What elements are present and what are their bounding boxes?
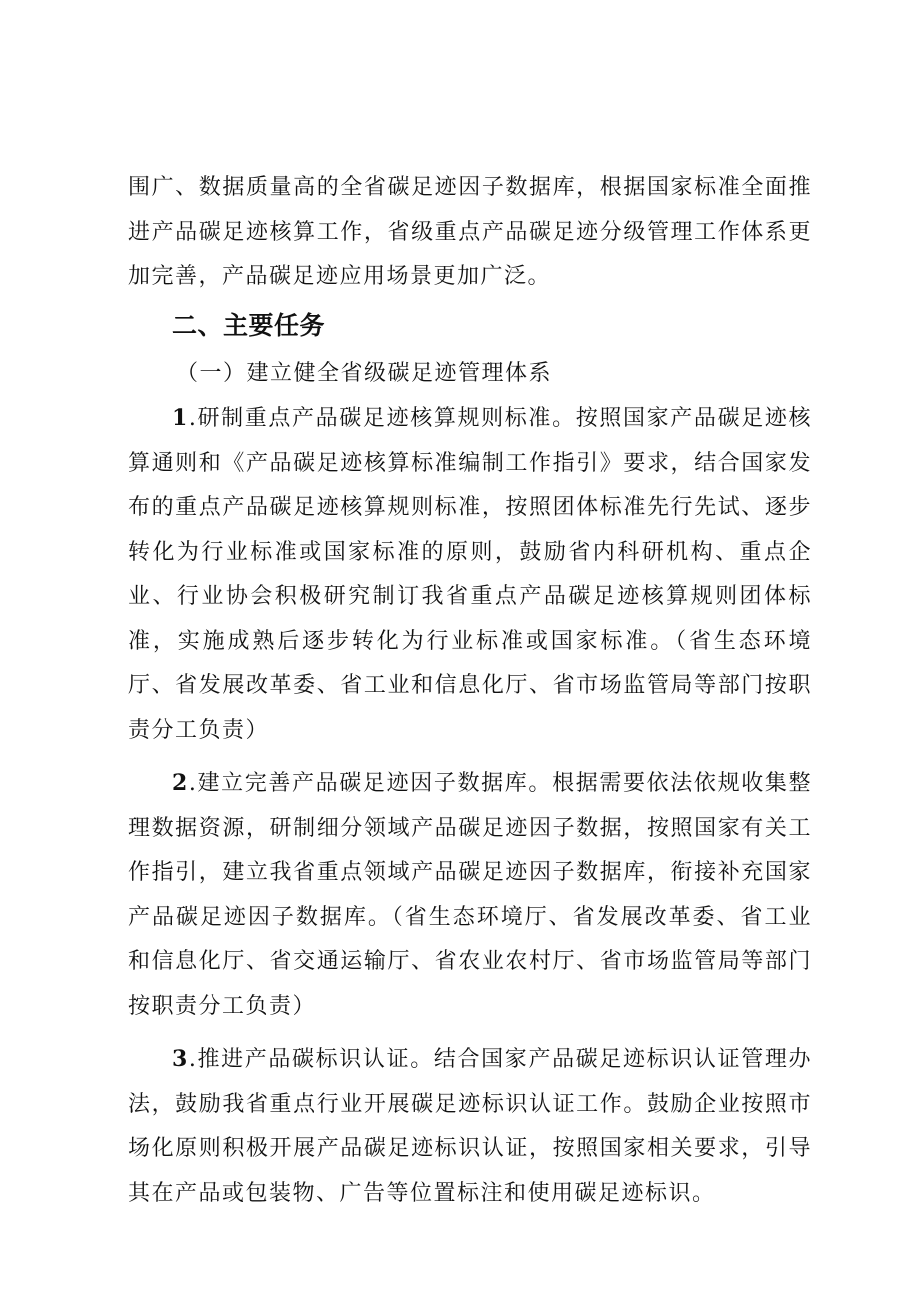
task-item-body: 按照国家产品碳足迹核算通则和《产品碳足迹核算标准编制工作指引》要求，结合国家发布的重点产品碳足迹核算规则标准，按照团体标准先行先试、逐步转化为行业标准或国家标准的原则，鼓励省内科研机构、重点企业、行业协会积极研究制订我省重点产品碳足迹核算规则团体标准，实施成熟后逐步转化为行业标准或国家标准。（省生态环境厅、省发展改革委、省工业和信息化厅、省市场监管局等部门按职责分工负责） — [128, 406, 812, 743]
document-body — [128, 166, 812, 1216]
task-item-title: .研制重点产品碳足迹核算规则标准。 — [188, 406, 576, 431]
task-item-body: 结合国家产品碳足迹标识认证管理办法，鼓励我省重点行业开展碳足迹标识认证工作。鼓励企业按照市场化原则积极开展产品碳足迹标识认证，按照国家相关要求，引导其在产品或包装物、广告等位置标注和使用碳足迹标识。 — [128, 1047, 812, 1206]
task-item-title: .建立完善产品碳足迹因子数据库。 — [188, 771, 553, 796]
task-item-3 — [128, 1037, 812, 1216]
task-item-number: 2 — [172, 770, 189, 796]
task-item-body: 根据需要依法依规收集整理数据资源，研制细分领域产品碳足迹因子数据，按照国家有关工作指引，建立我省重点领域产品碳足迹因子数据库，衔接补充国家产品碳足迹因子数据库。（省生态环境厅、省发展改革委、省工业和信息化厅、省交通运输厅、省农业农村厅、省市场监管局等部门按职责分工负责） — [128, 771, 812, 1019]
section-heading: 二、主要任务 — [172, 310, 326, 340]
task-item-2 — [128, 761, 812, 1029]
task-item-number: 3 — [172, 1046, 189, 1072]
task-item-number: 1 — [172, 405, 189, 431]
task-item-1 — [128, 396, 812, 753]
intro-paragraph: 围广、数据质量高的全省碳足迹因子数据库，根据国家标准全面推进产品碳足迹核算工作，省级重点产品碳足迹分级管理工作体系更加完善，产品碳足迹应用场景更加广泛。 — [128, 175, 812, 289]
task-item-title: .推进产品碳标识认证。 — [188, 1047, 434, 1072]
subsection-heading: （一）建立健全省级碳足迹管理体系 — [176, 360, 553, 386]
